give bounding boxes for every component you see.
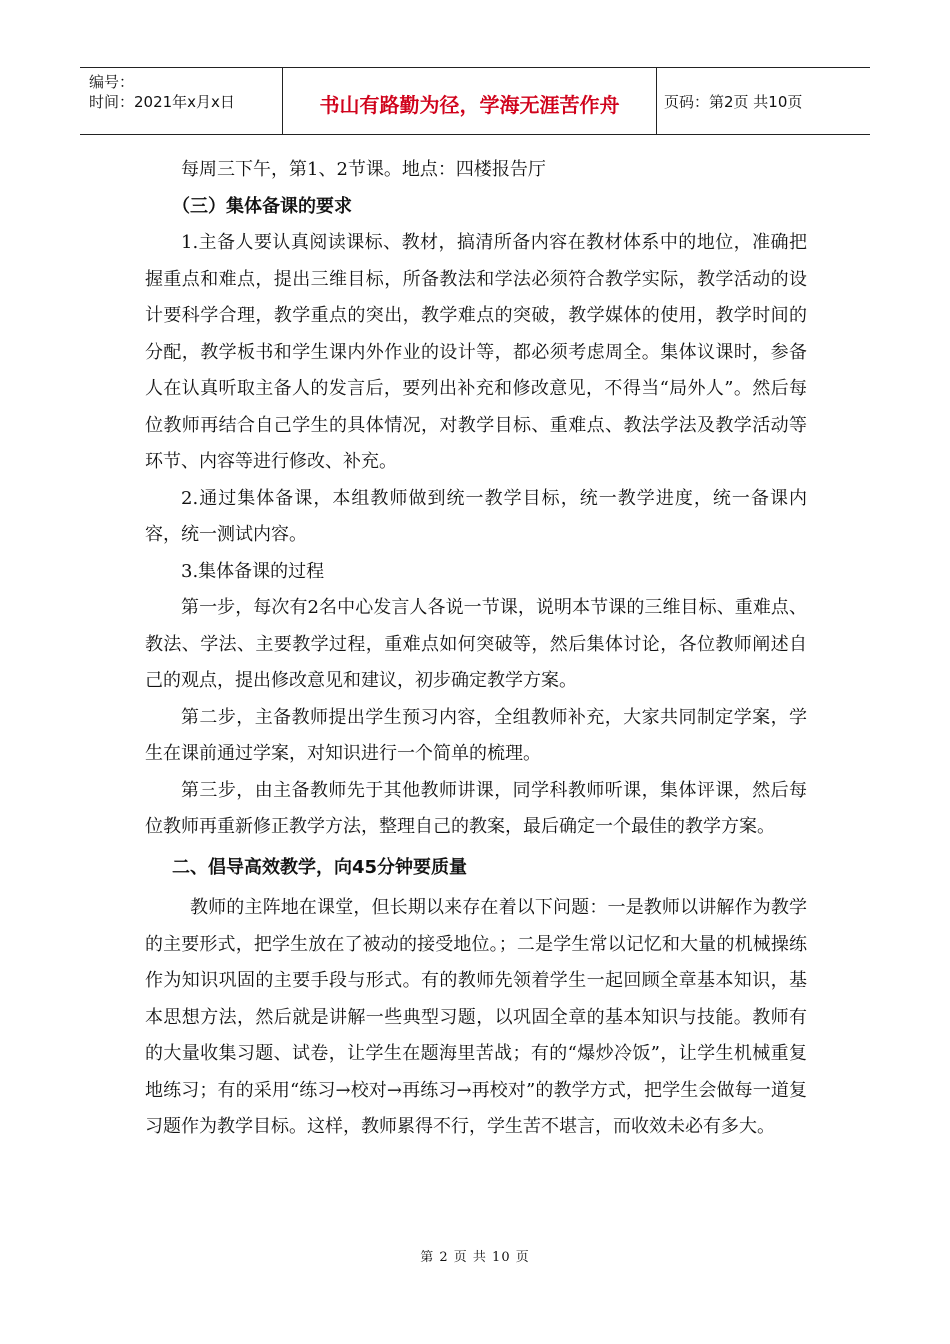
paragraph-step-2: 第二步，主备教师提出学生预习内容，全组教师补充，大家共同制定学案，学生在课前通过学案，对知识进行一个简单的梳理。	[145, 706, 807, 764]
heading-section-2: 二、倡导高效教学，向45分钟要质量	[172, 856, 468, 878]
number-label: 编号：	[89, 73, 135, 91]
paragraph-step-3: 第三步，由主备教师先于其他教师讲课，同学科教师听课，集体评课，然后每位教师再重新修正教学方法，整理自己的教案，最后确定一个最佳的教学方案。	[145, 779, 807, 837]
paragraph-requirement-1: 1.主备人要认真阅读课标、教材，搞清所备内容在教材体系中的地位，准确把握重点和难点，提出三维目标，所备教法和学法必须符合教学实际，教学活动的设计要科学合理，教学重点的突出，教学难点的突破，教学媒体的使用，教学时间的分配，教学板书和学生课内外作业的设计等，都必须考虑周全。集体议课时，参备人在认真听取主备人的发言后，要列出补充和修改意见，不得当“局外人”。然后每位教师再结合自己学生的具体情况，对教学目标、重难点、教法学法及教学活动等环节、内容等进行修改、补充。	[145, 232, 807, 472]
paragraph-schedule: 每周三下午，第1、2节课。地点：四楼报告厅	[181, 159, 546, 180]
header-motto: 书山有路勤为径，学海无涯苦作舟	[283, 68, 657, 134]
time-label: 时间：2021年x月x日	[89, 93, 235, 111]
header-page-info: 页码：第2页 共10页	[664, 92, 803, 111]
page-header	[80, 67, 870, 135]
paragraph-step-1: 第一步，每次有2名中心发言人各说一节课，说明本节课的三维目标、重难点、教法、学法、主要教学过程，重难点如何突破等，然后集体讨论，各位教师阐述自己的观点，提出修改意见和建议，初步确定教学方案。	[145, 597, 807, 691]
paragraph-requirement-2: 2.通过集体备课，本组教师做到统一教学目标，统一教学进度，统一备课内容，统一测试内容。	[145, 487, 807, 545]
heading-requirements: （三）集体备课的要求	[172, 195, 352, 217]
header-meta	[80, 68, 283, 134]
paragraph-classroom-issues: 教师的主阵地在课堂，但长期以来存在着以下问题：一是教师以讲解作为教学的主要形式，把学生放在了被动的接受地位。；二是学生常以记忆和大量的机械操练作为知识巩固的主要手段与形式。有的教师先领着学生一起回顾全章基本知识，基本思想方法，然后就是讲解一些典型习题，以巩固全章的基本知识与技能。教师有的大量收集习题、试卷，让学生在题海里苦战；有的“爆炒冷饭”，让学生机械重复地练习；有的采用“练习→校对→再练习→再校对”的教学方式，把学生会做每一道复习题作为教学目标。这样，教师累得不行，学生苦不堪言，而收效未必有多大。	[145, 897, 807, 1137]
paragraph-requirement-3: 3.集体备课的过程	[181, 560, 325, 582]
page-footer: 第 2 页 共 10 页	[420, 1250, 530, 1265]
document-body	[145, 152, 807, 1146]
